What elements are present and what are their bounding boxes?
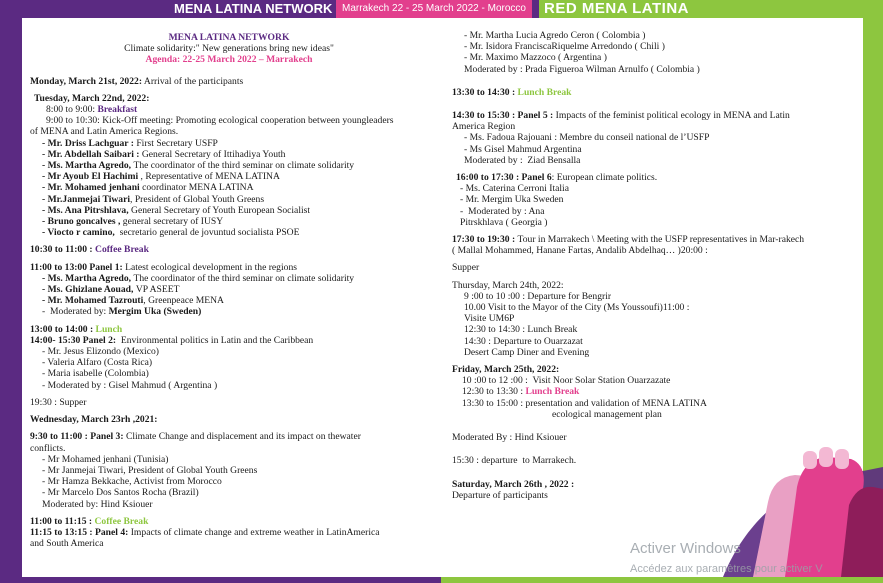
banner-network-en: MENA LATINA NETWORK [174,1,333,16]
list-item: 14:30 : Departure to Ouarzazat [464,335,583,347]
banner-dates: Marrakech 22 - 25 March 2022 - Morocco [336,0,532,18]
panel-1-line: 11:00 to 13:00 Panel 1: Latest ecological development in the regions [30,261,297,273]
list-item: - Moderated by : Ana [460,205,545,217]
list-item: 12:30 to 14:30 : Lunch Break [464,324,578,336]
tour-line-2: ( Mallal Mohammed, Hanane Fartas, Andalib Abdelhaq… )20:00 : [452,245,708,257]
list-item: 9 :00 to 10 :00 : Departure for Bengrir [464,290,612,302]
list-item: - Ms Gisel Mahmud Argentina [464,143,582,155]
lunch-2: 13:30 to 14:30 : Lunch Break [452,86,572,98]
wednesday-heading: Wednesday, March 23rh ,2021: [30,414,158,426]
speaker-item: - Ms. Martha Agredo, The coordinator of the third seminar on climate solidarity [42,160,355,172]
bottom-border [0,577,883,583]
list-item: - Mr Marcelo Dos Santos Rocha (Brazil) [42,487,199,499]
list-item: Visite UM6P [464,313,515,325]
saturday-heading: Saturday, March 26th , 2022 : [452,478,575,490]
friday-item-3: 13:30 to 15:00 : presentation and validation of MENA LATINA [462,397,707,409]
speaker-item: - Viocto r camino, secretario general de jovuntud socialista PSOE [42,227,300,239]
monday-line: Monday, March 21st, 2022: Arrival of the participants [30,75,244,87]
header-title: MENA LATINA NETWORK [168,32,290,43]
list-item: - Mr. Martha Lucia Agredo Ceron ( Colombia ) [464,30,646,41]
list-item: - Mr. Mergim Uka Sweden [460,194,564,206]
thursday-items [452,291,842,358]
panel-5-speakers [452,132,842,166]
speaker-item: - Ms. Ana Pitrshlava, General Secretary of Youth European Socialist [42,204,311,216]
list-item: - Mr Hamza Bekkache, Activist from Morocco [42,476,222,488]
panel-1-moderator: - Moderated by: Mergim Uka (Sweden) [42,306,202,318]
friday-item-1: 10 :00 to 12 :00 : Visit Noor Solar Station Ouarzazate [462,375,671,387]
friday-item-3b: ecological management plan [552,408,662,420]
list-item: Moderated by : Prada Figueroa Wilman Arnulfo ( Colombia ) [464,63,700,75]
header-subtitle: Climate solidarity:" New generations bring new ideas" [124,43,334,55]
panel-5-line: 14:30 to 15:30 : Panel 5 : Impacts of the feminist political ecology in MENA and Latin [452,110,790,122]
speaker-item: - Mr.Janmejai Tiwari, President of Global Youth Greens [42,193,265,205]
tuesday-heading: Tuesday, March 22nd, 2022: [34,92,150,104]
supper-1: 19:30 : Supper [30,396,87,408]
panel-4-speakers [452,30,842,75]
panel-1-speakers [30,273,428,307]
speaker-item: - Mr. Mohamed Tazrouti, Greenpeace MENA [42,295,224,307]
list-item: Moderated by : Ziad Bensalla [464,154,581,166]
friday-item-2: 12:30 to 13:30 : Lunch Break [462,386,580,398]
list-item: - Mr. Jesus Elizondo (Mexico) [42,346,159,358]
list-item: - Moderated by : Gisel Mahmud ( Argentina ) [42,379,218,391]
list-item: Moderated by: Hind Ksiouer [42,498,153,510]
left-column [30,32,428,549]
panel-5-line-2: America Region [452,121,516,133]
speaker-item: - Mr. Abdellah Saibari : General Secretary of Ittihadiya Youth [42,148,286,160]
moderated-by: Moderated By : Hind Ksiouer [452,432,567,444]
list-item: - Mr Janmejai Tiwari, President of Global Youth Greens [42,464,258,476]
speaker-item: - Mr Ayoub El Hachimi , Representative of MENA LATINA [42,171,280,183]
list-item: - Mr. Maximo Mazzoco ( Argentina ) [464,52,607,64]
panel-2-speakers [30,346,428,391]
kickoff-line: 9:00 to 10:30: Kick-Off meeting: Promoting ecological cooperation between youngleaders [46,115,394,127]
activation-watermark-hint: Accédez aux paramètres pour activer V [630,563,823,575]
thursday-heading: Thursday, March 24th, 2022: [452,279,564,291]
saturday-line: Departure of participants [452,489,548,501]
list-item: Desert Camp Diner and Evening [464,346,590,358]
departure-line: 15:30 : departure to Marrakech. [452,455,577,467]
banner-network-es: RED MENA LATINA [539,0,883,18]
panel-2-line: 14:00- 15:30 Panel 2: Environmental politics in Latin and the Caribbean [30,334,314,346]
activation-watermark: Activer Windows [630,540,741,557]
panel-3-speakers [30,454,428,510]
speaker-item: - Ms. Martha Agredo, The coordinator of the third seminar on climate solidarity [42,272,355,284]
list-item: - Maria isabelle (Colombia) [42,368,149,380]
panel-6-line: 16:00 to 17:30 : Panel 6: European climate politics. [456,172,658,184]
lunch-1: 13:00 to 14:00 : Lunch [30,323,123,335]
kickoff-line-2: of MENA and Latin America Regions. [30,126,179,138]
breakfast-line: 8:00 to 9:00: Breakfast [46,104,138,116]
panel-6-speakers [452,183,842,228]
panel-4-line-2: and South America [30,538,104,550]
list-item: - Ms. Fadoua Rajouani : Membre du conseil national de l’USFP [464,132,710,144]
panel-3-line: 9:30 to 11:00 : Panel 3: Climate Change and displacement and its impact on thewater [30,431,361,443]
agenda-header [30,32,428,66]
top-banner [0,0,883,18]
supper-2: Supper [452,262,480,274]
speaker-item: - Bruno goncalves , general secretary of IUSY [42,216,224,228]
tour-line: 17:30 to 19:30 : Tour in Marrakech \ Meeting with the USFP representatives in Mar-rakech [452,234,805,246]
list-item: - Ms. Caterina Cerroni Italia [460,183,569,195]
raised-fists-illustration [723,407,883,577]
header-agenda: Agenda: 22-25 March 2022 – Marrakech [145,54,313,66]
speaker-item: - Mr. Mohamed jenhani coordinator MENA LATINA [42,182,254,194]
list-item: Pitrskhlava ( Georgia ) [460,216,548,228]
panel-4-line: 11:15 to 13:15 : Panel 4: Impacts of climate change and extreme weather in LatinAmerica [30,526,380,538]
coffee-break-1: 10:30 to 11:00 : Coffee Break [30,244,149,256]
friday-heading: Friday, March 25th, 2022: [452,364,560,376]
panel-3-line-2: conflicts. [30,442,66,454]
list-item: - Valeria Alfaro (Costa Rica) [42,357,153,369]
kickoff-speakers [30,138,428,239]
speaker-item: - Mr. Driss Lachguar : First Secretary USFP [42,137,218,149]
speaker-item: - Ms. Ghizlane Aouad, VP ASEET [42,284,180,296]
list-item: 10.00 Visit to the Mayor of the City (Ms Youssoufi)11:00 : [464,302,690,314]
coffee-break-2: 11:00 to 11:15 : Coffee Break [30,515,149,527]
list-item: - Mr. Isidora FranciscaRiquelme Arredondo ( Chili ) [464,41,665,53]
list-item: - Mr Mohamed jenhani (Tunisia) [42,453,169,465]
left-border [0,18,22,583]
